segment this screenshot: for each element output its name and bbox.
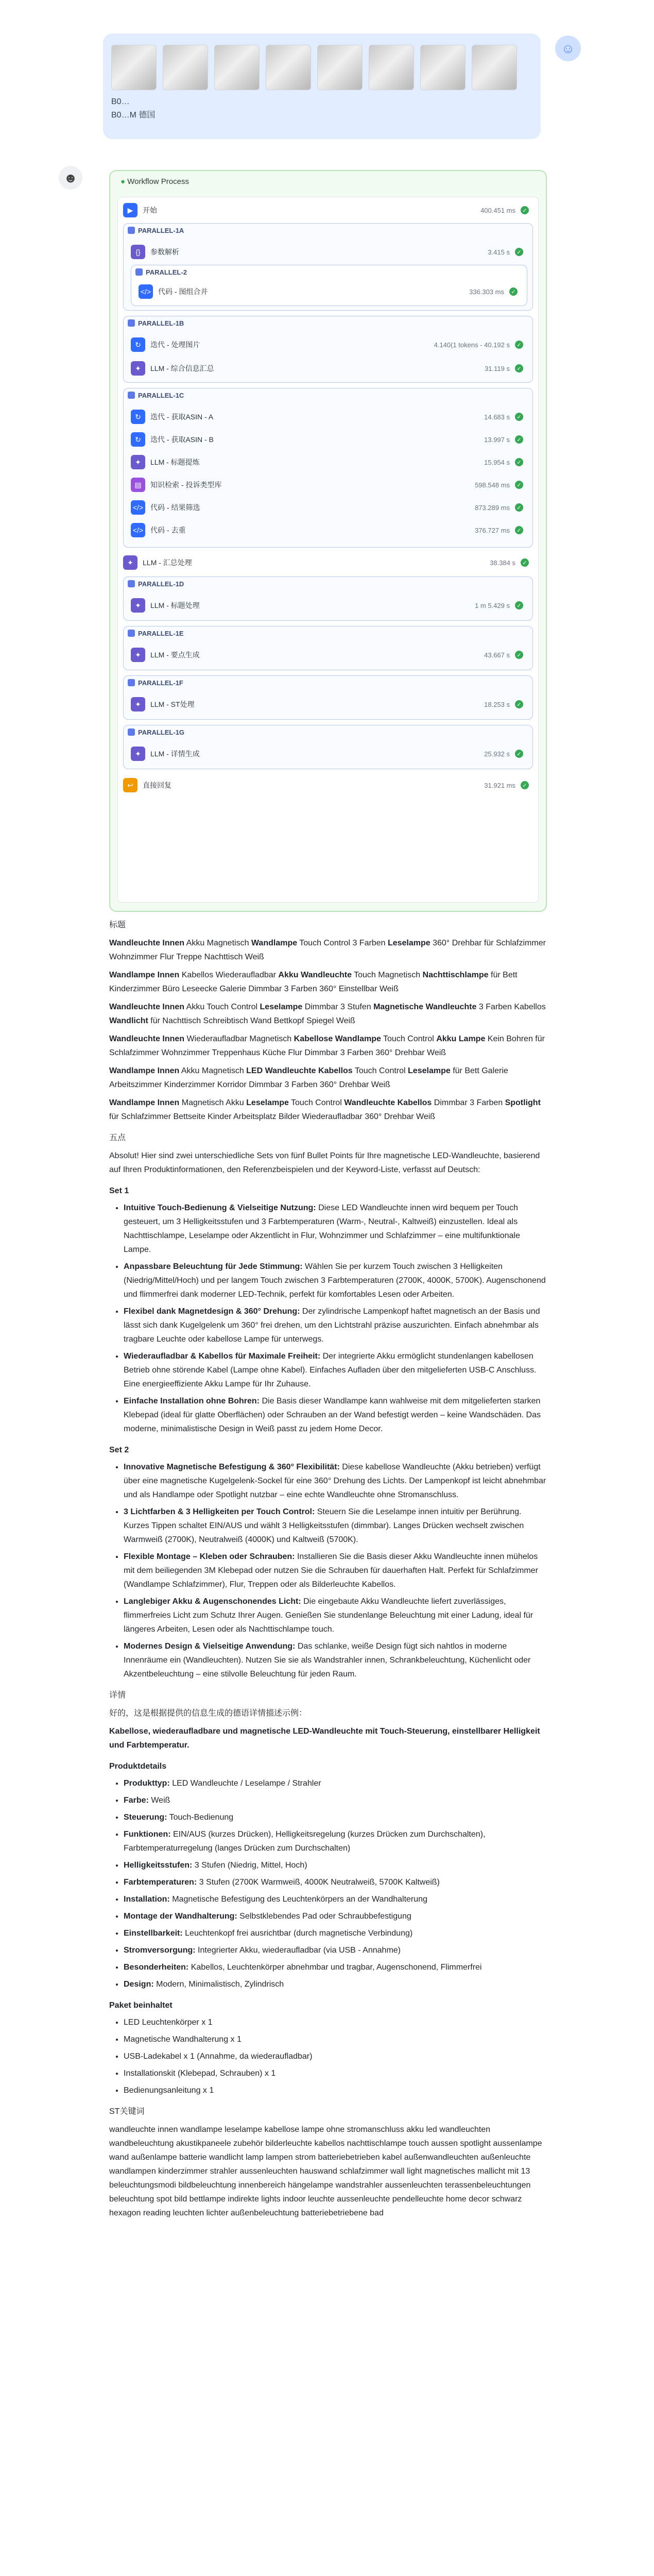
success-check-icon: ✓ — [521, 781, 529, 789]
workflow-panel — [109, 170, 547, 912]
node-label: 迭代 - 获取ASIN - B — [150, 435, 214, 444]
list-item — [124, 1875, 547, 1889]
list-item-label: Einfache Installation ohne Bohren: — [124, 1397, 260, 1405]
title-keyword: Leselampe — [260, 1003, 303, 1011]
node-label: LLM - 标题处理 — [150, 601, 200, 609]
attachment-thumbnail[interactable] — [369, 45, 414, 90]
node-label: 直接回复 — [143, 781, 171, 789]
iteration-node-icon: ↻ — [131, 410, 145, 424]
workflow-node[interactable] — [131, 694, 527, 714]
list-item-text: Touch-Bedienung — [167, 1813, 234, 1822]
list-item-label: Langlebiger Akku & Augenschonendes Licht: — [124, 1597, 301, 1606]
llm-node-icon: ✦ — [131, 598, 145, 613]
parallel-label: PARALLEL-2 — [146, 268, 187, 276]
knowledge-retrieval-icon: ▤ — [131, 478, 145, 492]
section-heading: ST关键词 — [109, 2107, 145, 2116]
node-label: 参数解析 — [150, 248, 179, 256]
list-item — [124, 1909, 547, 1923]
parallel-label: PARALLEL-1B — [138, 319, 184, 327]
section-heading: 详情 — [109, 1691, 126, 1700]
node-time: 25.932 s — [484, 750, 510, 758]
title-keyword: Spotlight — [505, 1098, 541, 1107]
node-time: 31.119 s — [485, 364, 510, 372]
title-keyword: Leselampe — [408, 1066, 451, 1075]
list-item-label: Funktionen: — [124, 1830, 171, 1839]
title-line — [109, 1032, 547, 1060]
parallel-icon — [128, 227, 135, 234]
list-item-text: Steuern Sie die Leselampe innen intuitiv per Berührung. Kurzes Tippen schaltet EIN/AUS und wählt 3 Helligkeitsstufen (dimmbar). Langes Drücken wechselt zwischen Warmweiß (2700K), Neutralweiß (4000K) und Kaltweiß (5700K). — [124, 1507, 524, 1544]
attachment-thumbnail[interactable] — [111, 45, 157, 90]
list-item — [124, 1827, 547, 1855]
title-text: für Bett Galerie Arbeitszimmer Kinderzimmer Korridor Dimmbar 3 Farben 360° Drehbar Weiß — [109, 1066, 508, 1089]
llm-node-icon: ✦ — [131, 361, 145, 376]
node-time: 873.289 ms — [475, 503, 510, 512]
list-item — [124, 1304, 547, 1346]
node-time: 38.384 s — [490, 558, 515, 567]
list-item-text: Selbstklebendes Pad oder Schraubbefestigung — [237, 1912, 411, 1921]
success-check-icon: ✓ — [515, 481, 523, 489]
node-time: 376.727 ms — [475, 526, 510, 534]
list-item — [124, 1505, 547, 1547]
title-keyword: Wandleuchte Innen — [109, 939, 185, 947]
st-keywords: wandleuchte innen wandlampe leselampe kabellose lampe ohne stromanschluss akku led wandleuchten wandbeleuchtung akustikpaneele zubehör bilderleuchte kabellos nachttischlampe touch aussen spotlight aussenlampe wand außenlampe batterie wandlicht lamp lampen strom batteriebetrieben kabel außenwandleuchten außenleuchte wandlampen kinderzimmer strahler aussenleuchten hauswand schlafzimmer wall light magnetisches mallicht mit 13 beleuchtungsmodi bildbeleuchtung innenbereich hängelampe wandstrahler aussenleuchten terassenbeleuchtungen beleuchtung spot bild bettlampe indirekte lights indoor leuchte aussenleuchte pendelleuchte home decor schwarz hexagon reading leuchten lichter außenbeleuchtung batteriebetriebene bad — [109, 2125, 542, 2217]
node-time: 400.451 ms — [480, 206, 515, 214]
parallel-group-1c[interactable] — [123, 388, 533, 548]
llm-node-icon: ✦ — [131, 455, 145, 469]
parallel-icon — [128, 728, 135, 736]
workflow-node[interactable] — [131, 407, 527, 427]
title-keyword: Akku Lampe — [436, 1035, 486, 1043]
node-time: 15.954 s — [484, 458, 510, 466]
title-line — [109, 968, 547, 996]
package-item: • LED Leuchtenkörper x 1 — [124, 2015, 547, 2029]
list-item — [124, 1201, 547, 1257]
iteration-node-icon: ↻ — [131, 337, 145, 352]
parallel-label: PARALLEL-1A — [138, 227, 184, 234]
section-heading: 标题 — [109, 921, 126, 929]
list-item-text: Das schlanke, weiße Design fügt sich nahtlos in moderne Innenräume ein (Wandleuchten). Nutzen Sie sie als Wandstrahler innen, Schrankbeleuchtung, Küchenlicht oder Akzentbeleuchtung – eine stilvolle Beleuchtung für jeden Raum. — [124, 1642, 531, 1679]
title-text: Kein Bohren für Schlafzimmer Wohnzimmer Treppenhaus Küche Flur Dimmbar 3 Farben 360° Drehbar Weiß — [109, 1035, 545, 1057]
node-label: 迭代 - 获取ASIN - A — [150, 413, 214, 421]
package-item: • USB-Ladekabel x 1 (Annahme, da wiederaufladbar) — [124, 2049, 547, 2063]
section-heading: 五点 — [109, 1133, 126, 1142]
set1-heading: Set 1 — [109, 1187, 129, 1195]
list-item — [124, 1550, 547, 1591]
node-label: 知识检索 - 投诉类型库 — [150, 481, 222, 489]
title-keyword: Wandleuchte Innen — [109, 1035, 185, 1043]
parallel-icon — [128, 319, 135, 327]
workflow-node[interactable] — [131, 475, 527, 495]
title-text: Dimmbar 3 Stufen — [302, 1003, 374, 1011]
list-item-label: Einstellbarkeit: — [124, 1929, 183, 1938]
title-text: Touch Control — [381, 1035, 437, 1043]
list-item — [124, 1793, 547, 1807]
success-check-icon: ✓ — [521, 206, 529, 214]
success-check-icon: ✓ — [515, 526, 523, 534]
list-item-label: Montage der Wandhalterung: — [124, 1912, 237, 1921]
list-item-label: Farbe: — [124, 1796, 149, 1805]
user-message-row — [0, 33, 654, 142]
success-check-icon: ✓ — [515, 435, 523, 444]
workflow-node[interactable] — [131, 359, 527, 378]
user-message-line: B0…M 德国 — [111, 111, 156, 120]
package-list — [109, 2015, 547, 2097]
title-keyword: Wandlampe Innen — [109, 1098, 180, 1107]
success-check-icon: ✓ — [515, 601, 523, 609]
node-label: 开始 — [143, 206, 157, 214]
attachment-thumbnails — [111, 45, 517, 90]
list-item-text: Kabellos, Leuchtenkörper abnehmbar und tragbar, Augenschonend, Flimmerfrei — [188, 1963, 482, 1972]
list-item-label: Farbtemperaturen: — [124, 1878, 197, 1887]
title-line — [109, 1096, 547, 1124]
success-check-icon: ✓ — [521, 558, 529, 567]
list-item-text: LED Wandleuchte / Leselampe / Strahler — [169, 1779, 321, 1788]
title-text: Kabellos Wiederaufladbar — [179, 971, 279, 979]
node-time: 598.548 ms — [475, 481, 510, 489]
title-text: für Schlafzimmer Bettseite Kinder Arbeitsplatz Bilder Wiederaufladbar 360° Drehbar Weiß — [109, 1112, 436, 1121]
success-check-icon: ✓ — [509, 287, 518, 296]
package-item: • Bedienungsanleitung x 1 — [124, 2083, 547, 2097]
node-label: 代码 - 去重 — [150, 526, 186, 534]
title-text: Akku Magnetisch — [184, 939, 251, 947]
list-item — [124, 1943, 547, 1957]
title-keyword: Wandlampe Innen — [109, 1066, 180, 1075]
list-item-text: 3 Stufen (2700K Warmweiß, 4000K Neutralweiß, 5700K Kaltweiß) — [197, 1878, 440, 1887]
list-item — [124, 1776, 547, 1790]
title-text: Akku Magnetisch — [179, 1066, 247, 1075]
node-time: 336.303 ms — [469, 287, 504, 296]
list-item-text: Diese LED Wandleuchte innen wird bequem per Touch gesteuert, um 3 Helligkeitsstufen und 3 Farbtemperaturen (Warm-, Neutral-, Kaltweiß) einzustellen. Ideal als Nachttischlampe, Leselampe oder Akzentlicht in Flur, Wohnzimmer und Schlafzimmer – eine multifunktionale Lampe. — [124, 1204, 520, 1254]
success-check-icon: ✓ — [515, 248, 523, 256]
node-time: 3.415 s — [488, 248, 510, 256]
title-keyword: Wandlampe — [251, 939, 298, 947]
node-label: LLM - 标题提炼 — [150, 458, 200, 466]
parallel-group-1d[interactable] — [123, 577, 533, 621]
list-item — [124, 1977, 547, 1991]
title-keyword: Wandleuchte Innen — [109, 1003, 185, 1011]
node-time: 31.921 ms — [484, 781, 515, 789]
list-item — [124, 1892, 547, 1906]
detail-intro: 好的，这是根据提供的信息生成的德语详情描述示例： — [109, 1709, 307, 1718]
product-heading: Produktdetails — [109, 1762, 167, 1771]
list-item-label: Helligkeitsstufen: — [124, 1861, 193, 1870]
title-keyword: Magnetische Wandleuchte — [373, 1003, 477, 1011]
code-node-icon: </> — [131, 523, 145, 537]
title-keyword: Wandleuchte Kabellos — [344, 1098, 432, 1107]
title-keyword: Leselampe — [387, 939, 431, 947]
list-item-label: Anpassbare Beleuchtung für Jede Stimmung: — [124, 1262, 303, 1271]
parallel-icon — [128, 630, 135, 637]
title-text: Touch Control — [352, 1066, 408, 1075]
node-label: LLM - ST处理 — [150, 700, 195, 708]
node-time: 14.683 s — [484, 413, 510, 421]
attachment-thumbnail[interactable] — [317, 45, 363, 90]
list-item-text: Weiß — [148, 1796, 170, 1805]
workflow-node[interactable] — [131, 520, 527, 540]
list-item-label: Modernes Design & Vielseitige Anwendung: — [124, 1642, 296, 1651]
list-item-text: Magnetische Befestigung des Leuchtenkörpers an der Wandhalterung — [169, 1895, 427, 1904]
list-item-label: Flexible Montage – Kleben oder Schrauben: — [124, 1552, 295, 1561]
node-label: LLM - 综合信息汇总 — [150, 364, 214, 372]
parallel-group-1g[interactable] — [123, 725, 533, 769]
list-item-text: Die Basis dieser Wandlampe kann wahlweise mit dem mitgelieferten starken Klebepad (ideal für glatte Oberflächen) oder Schrauben an der Wand befestigt werden – keine Wandschäden. Das moderne, minimalistische Design in Weiß passt zu jedem Home Decor. — [124, 1397, 541, 1433]
list-item — [124, 1926, 547, 1940]
iteration-node-icon: ↻ — [131, 432, 145, 447]
user-avatar: ☺ — [555, 36, 581, 61]
success-check-icon: ✓ — [515, 651, 523, 659]
set1-list — [109, 1201, 547, 1436]
llm-node-icon: ✦ — [131, 648, 145, 662]
reply-node-icon: ↩ — [123, 778, 137, 792]
node-time: 18.253 s — [484, 700, 510, 708]
list-item-text: EIN/AUS (kurzes Drücken), Helligkeitsregelung (kurzes Drücken zum Durchschalten), Farbtemperaturregelung (langes Drücken zum Durchschalten) — [124, 1830, 486, 1853]
bot-avatar-icon: ☻ — [59, 166, 82, 190]
node-label: LLM - 详情生成 — [150, 750, 200, 758]
parallel-group-2[interactable] — [131, 265, 527, 306]
title-text: Dimmbar 3 Farben — [432, 1098, 505, 1107]
parallel-group-1e[interactable] — [123, 626, 533, 670]
success-check-icon: ✓ — [515, 700, 523, 708]
node-time: 4.140(1 tokens - 40.192 s — [434, 341, 510, 349]
node-label: LLM - 要点生成 — [150, 651, 200, 659]
package-item: • Installationskit (Klebepad, Schrauben) x 1 — [124, 2066, 547, 2080]
parallel-label: PARALLEL-1C — [138, 392, 184, 399]
node-label: 代码 - 结果筛选 — [150, 503, 200, 512]
title-keyword: Akku Wandleuchte — [278, 971, 352, 979]
attachment-thumbnail[interactable] — [420, 45, 466, 90]
parallel-icon — [128, 679, 135, 686]
title-keyword: Wandlampe Innen — [109, 971, 180, 979]
bot-answer — [109, 918, 547, 2224]
title-text: für Bett Kinderzimmer Büro Leseecke Galerie Dimmbar 3 Farben 360° Einstellbar Weiß — [109, 971, 518, 993]
node-time: 43.667 s — [484, 651, 510, 659]
attachment-thumbnail[interactable] — [472, 45, 517, 90]
parallel-label: PARALLEL-1G — [138, 728, 185, 736]
title-keyword: Kabellose Wandlampe — [294, 1035, 381, 1043]
success-check-icon: ✓ — [515, 364, 523, 372]
title-keyword: LED Wandleuchte Kabellos — [246, 1066, 353, 1075]
title-text: 360° Drehbar für Schlafzimmer Wohnzimmer Flur Treppe Nachttisch Weiß — [109, 939, 546, 961]
list-item — [124, 1810, 547, 1824]
title-keyword: Leselampe — [246, 1098, 289, 1107]
success-check-icon: ✓ — [515, 458, 523, 466]
workflow-node[interactable] — [131, 452, 527, 472]
code-node-icon: </> — [139, 284, 153, 299]
title-text: Touch Control — [288, 1098, 345, 1107]
titles-list — [109, 936, 547, 1124]
workflow-node-end[interactable] — [123, 775, 533, 795]
parallel-group-1b[interactable] — [123, 316, 533, 383]
list-item — [124, 1960, 547, 1974]
success-check-icon: ✓ — [515, 750, 523, 758]
attachment-thumbnail[interactable] — [163, 45, 208, 90]
list-item — [124, 1349, 547, 1391]
list-item-label: Wiederaufladbar & Kabellos für Maximale Freiheit: — [124, 1352, 321, 1361]
parallel-group-1a[interactable] — [123, 223, 533, 311]
workflow-node[interactable] — [131, 335, 527, 354]
parallel-icon — [135, 268, 143, 276]
success-check-icon: ✓ — [515, 341, 523, 349]
workflow-status-icon: ● — [121, 177, 126, 186]
attachment-thumbnail[interactable] — [266, 45, 311, 90]
list-item-text: Leuchtenkopf frei ausrichtbar (durch magnetische Verbindung) — [182, 1929, 413, 1938]
list-item-label: Stromversorgung: — [124, 1946, 196, 1955]
workflow-node[interactable] — [131, 645, 527, 665]
workflow-title: Workflow Process — [127, 177, 189, 186]
user-message-line: B0… — [111, 97, 130, 106]
title-line — [109, 936, 547, 964]
package-item: • Magnetische Wandhalterung x 1 — [124, 2032, 547, 2046]
title-text: 3 Farben Kabellos — [476, 1003, 546, 1011]
product-details-list — [109, 1776, 547, 1991]
list-item-label: Flexibel dank Magnetdesign & 360° Drehung: — [124, 1307, 300, 1316]
workflow-node[interactable] — [123, 553, 533, 572]
workflow-body — [117, 197, 539, 903]
title-keyword: Wandlicht — [109, 1016, 148, 1025]
node-time: 13.997 s — [484, 435, 510, 444]
list-item — [124, 1460, 547, 1502]
code-node-icon: {} — [131, 245, 145, 259]
workflow-node-start[interactable] — [123, 200, 533, 220]
list-item — [124, 1858, 547, 1872]
title-text: Wiederaufladbar Magnetisch — [184, 1035, 294, 1043]
list-item — [124, 1260, 547, 1301]
list-item — [124, 1595, 547, 1636]
success-check-icon: ✓ — [515, 503, 523, 512]
user-message-bubble — [103, 33, 541, 139]
workflow-node[interactable] — [131, 498, 527, 517]
title-text: Akku Touch Control — [184, 1003, 260, 1011]
workflow-node[interactable] — [131, 596, 527, 615]
list-item-label: Design: — [124, 1980, 154, 1989]
title-text: Touch Control 3 Farben — [297, 939, 388, 947]
list-item-label: Besonderheiten: — [124, 1963, 189, 1972]
detail-title: Kabellose, wiederaufladbare und magnetische LED-Wandleuchte mit Touch-Steuerung, einstellbarer Helligkeit und Farbtemperatur. — [109, 1727, 540, 1750]
list-item-label: Installation: — [124, 1895, 170, 1904]
points-intro: Absolut! Hier sind zwei unterschiedliche Sets von fünf Bullet Points für Ihre magnetische LED-Wandleuchte, basierend auf Ihren Produktinformationen, den Referenzbeispielen und der Keyword-Liste, verfasst auf Deutsch: — [109, 1151, 540, 1174]
node-label: LLM - 汇总处理 — [143, 558, 192, 567]
title-text: für Nachttisch Schreibtisch Wand Bettkopf Spiegel Weiß — [148, 1016, 355, 1025]
node-time: 1 m 5.429 s — [475, 601, 510, 609]
title-text: Magnetisch Akku — [179, 1098, 247, 1107]
list-item-label: Produkttyp: — [124, 1779, 170, 1788]
attachment-thumbnail[interactable] — [214, 45, 260, 90]
user-message-text — [111, 95, 155, 122]
workflow-node[interactable] — [131, 242, 527, 262]
list-item-label: 3 Lichtfarben & 3 Helligkeiten per Touch Control: — [124, 1507, 315, 1516]
list-item-text: Der zylindrische Lampenkopf haftet magnetisch an der Basis und lässt sich dank Kugelgelenk um 360° frei drehen, um den Lichtstrahl präzise auszurichten. Einfach abnehmbar als tragbare Leuchte oder kabellose Lampe für unterwegs. — [124, 1307, 540, 1344]
start-node-icon: ▶ — [123, 203, 137, 217]
list-item-text: Die eingebaute Akku Wandleuchte liefert zuverlässiges, flimmerfreies Licht zum Schutz Ihrer Augen. Genießen Sie stundenlange Beleuchtung mit einer Ladung, ideal für längeres Arbeiten, Lesen oder als Nachttischlampe touch. — [124, 1597, 533, 1634]
workflow-header[interactable] — [121, 177, 189, 186]
parallel-icon — [128, 580, 135, 587]
package-heading: Paket beinhaltet — [109, 2001, 173, 2010]
title-text: Touch Magnetisch — [351, 971, 423, 979]
parallel-label: PARALLEL-1F — [138, 679, 183, 687]
success-check-icon: ✓ — [515, 413, 523, 421]
workflow-node[interactable] — [139, 282, 522, 301]
llm-node-icon: ✦ — [123, 555, 137, 570]
list-item — [124, 1394, 547, 1436]
list-item-text: Der integrierte Akku ermöglicht stundenlangen kabellosen Betrieb ohne störende Kabel (Lampe ohne Kabel). Einfaches Aufladen über den mitgelieferten USB-C Anschluss. Eine energieeffiziente Akku Lampe für Ihr Zuhause. — [124, 1352, 537, 1388]
node-label: 迭代 - 处理图片 — [150, 341, 200, 349]
list-item-label: Steuerung: — [124, 1813, 167, 1822]
code-node-icon: </> — [131, 500, 145, 515]
list-item-text: Integrierter Akku, wiederaufladbar (via USB - Annahme) — [195, 1946, 401, 1955]
llm-node-icon: ✦ — [131, 747, 145, 761]
workflow-node[interactable] — [131, 744, 527, 764]
set2-heading: Set 2 — [109, 1446, 129, 1454]
node-label: 代码 - 图组合并 — [158, 287, 208, 296]
list-item-label: Innovative Magnetische Befestigung & 360° Flexibilität: — [124, 1463, 340, 1471]
title-line — [109, 1000, 547, 1028]
llm-node-icon: ✦ — [131, 697, 145, 711]
list-item-text: Modern, Minimalistisch, Zylindrisch — [153, 1980, 284, 1989]
parallel-group-1f[interactable] — [123, 675, 533, 720]
list-item-text: Diese kabellose Wandleuchte (Akku betrieben) verfügt über eine magnetische Kugelgelenk-Sockel für eine 360° Drehung des Lichts. Der Lampenkopf ist leicht abnehmbar und als Handlampe oder Spotlight nutzbar – eine echte Wandleuchte ohne Stromanschluss. — [124, 1463, 546, 1499]
list-item-text: Installieren Sie die Basis dieser Akku Wandleuchte innen mühelos mit dem beiliegenden 3M Klebepad oder nutzen Sie die Schrauben für dauerhaften Halt. Perfekt für Schlafzimmer (Wandlampe Schlafzimmer), Flur, Treppen oder als Bilderleuchte Kabellos. — [124, 1552, 538, 1589]
list-item-label: Intuitive Touch-Bedienung & Vielseitige Nutzung: — [124, 1204, 316, 1212]
parallel-label: PARALLEL-1D — [138, 580, 184, 588]
title-keyword: Nachttischlampe — [422, 971, 489, 979]
parallel-icon — [128, 392, 135, 399]
list-item-text: 3 Stufen (Niedrig, Mittel, Hoch) — [192, 1861, 307, 1870]
set2-list — [109, 1460, 547, 1681]
workflow-node[interactable] — [131, 430, 527, 449]
parallel-label: PARALLEL-1E — [138, 630, 184, 637]
list-item-text: Wählen Sie per kurzem Touch zwischen 3 Helligkeiten (Niedrig/Mittel/Hoch) und per langem Touch zwischen 3 Farbtemperaturen (2700K, 4000K, 5700K). Augenschonend und flimmerfrei dank moderner LED-Technik, perfekt für komfortables Lesen oder Arbeiten. — [124, 1262, 546, 1299]
list-item — [124, 1639, 547, 1681]
title-line — [109, 1064, 547, 1092]
